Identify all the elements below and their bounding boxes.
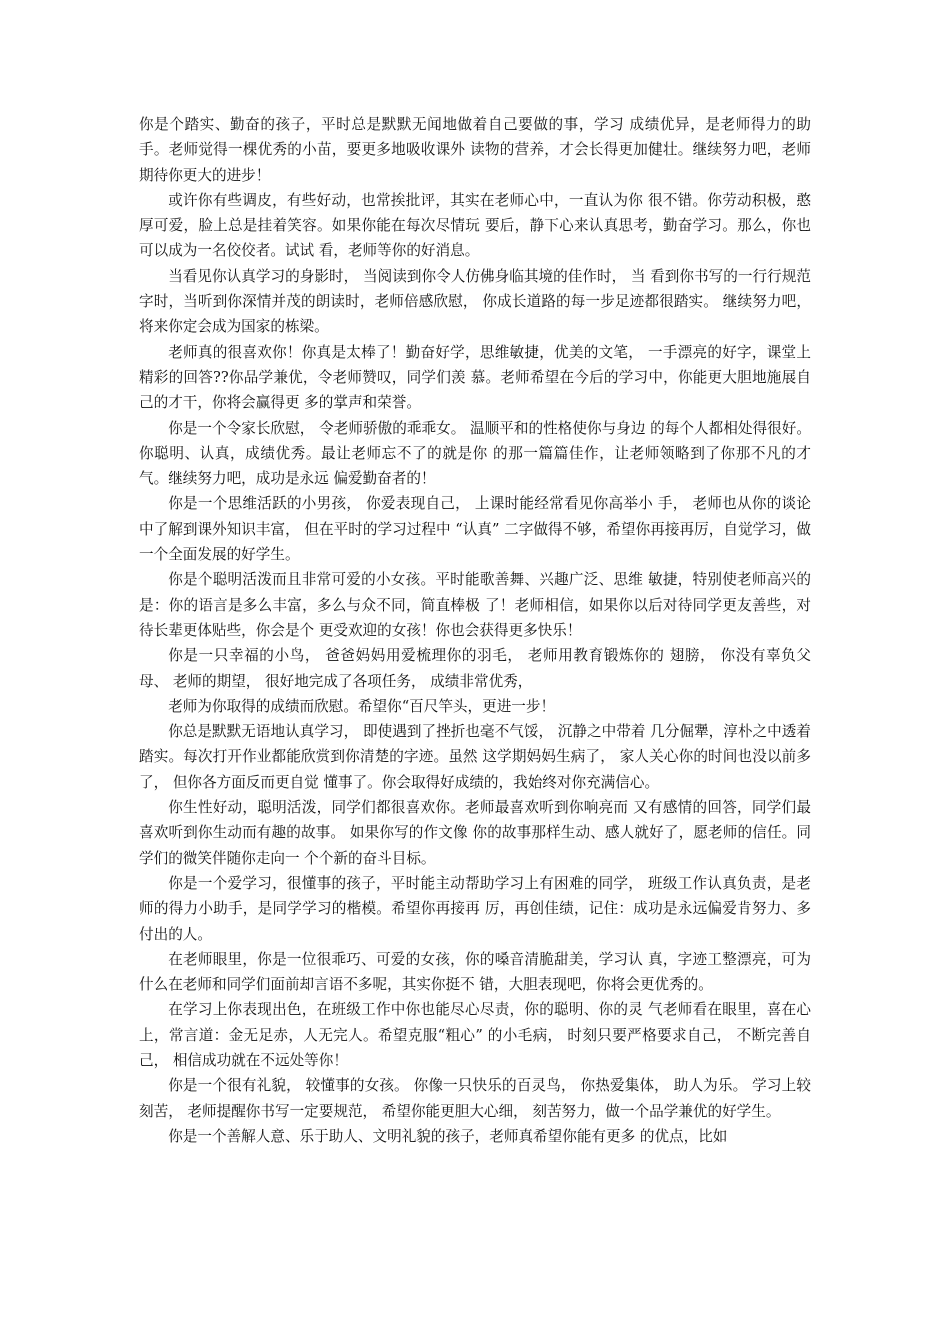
paragraph: 你是一个令家长欣慰， 令老师骄傲的乖乖女。 温顺平和的性格使你与身边 的每个人都相处得很好。你聪明、认真，成绩优秀。最让老师忘不了的就是你 的那一篇篇佳作，让老师领略到了你那不凡的才气。继续努力吧，成功是永远 偏爱勤奋者的！: [139, 419, 811, 488]
paragraph: 当看见你认真学习的身影时， 当阅读到你令人仿佛身临其境的佳作时， 当 看到你书写的一行行规范字时，当听到你深情并茂的朗读时，老师倍感欣慰， 你成长道路的每一步足迹都很踏实。 继续努力吧， 将来你定会成为国家的栋梁。: [139, 267, 811, 336]
paragraph: 在学习上你表现出色，在班级工作中你也能尽心尽责，你的聪明、你的灵 气老师看在眼里，喜在心上，常言道：金无足赤，人无完人。希望克服“粗心” 的小毛病， 时刻只要严格要求自己， 不断完善自己， 相信成功就在不远处等你！: [139, 1001, 811, 1069]
paragraph: 你总是默默无语地认真学习， 即使遇到了挫折也毫不气馁， 沉静之中带着 几分倔犟，淳朴之中透着踏实。每次打开作业都能欣赏到你清楚的字迹。虽然 这学期妈妈生病了， 家人关心你的时间也没以前多了， 但你各方面反而更自觉 懂事了。你会取得好成绩的，我始终对你充满信心。: [139, 723, 811, 791]
paragraph: 你是一个善解人意、乐于助人、文明礼貌的孩子，老师真希望你能有更多 的优点，比如: [168, 1127, 728, 1145]
paragraph: 在老师眼里，你是一位很乖巧、可爱的女孩，你的嗓音清脆甜美，学习认 真，字迹工整漂亮，可为什么在老师和同学们面前却言语不多呢，其实你挺不 错，大胆表现吧，你将会更优秀的。: [139, 950, 811, 994]
document-body: [139, 112, 811, 1149]
paragraph: 老师真的很喜欢你！你真是太棒了！勤奋好学，思维敏捷，优美的文笔， 一手漂亮的好字，课堂上精彩的回答??你品学兼优，令老师赞叹，同学们羡 慕。老师希望在今后的学习中，你能更大胆地施展自己的才干，你将会赢得更 多的掌声和荣誉。: [139, 343, 811, 412]
paragraph: 你是一个思维活跃的小男孩， 你爱表现自己， 上课时能经常看见你高举小 手， 老师也从你的谈论中了解到课外知识丰富， 但在平时的学习过程中 “认真” 二字做得不够，希望你再接再厉，自觉学习，做一个全面发展的好学生。: [139, 495, 811, 564]
paragraph: 你是一只幸福的小鸟， 爸爸妈妈用爱梳理你的羽毛， 老师用教育锻炼你的 翅膀， 你没有辜负父母、 老师的期望， 很好地完成了各项任务， 成绩非常优秀，: [139, 647, 811, 690]
paragraph: 或许你有些调皮，有些好动，也常挨批评，其实在老师心中，一直认为你 很不错。你劳动积极，憨厚可爱，脸上总是挂着笑容。如果你能在每次尽情玩 要后，静下心来认真思考，勤奋学习。那么，你也可以成为一名佼佼者。试试 看，老师等你的好消息。: [139, 191, 811, 260]
paragraph: 老师为你取得的成绩而欣慰。希望你“百尺竿头，更进一步！: [168, 697, 556, 715]
paragraph: 你是一个爱学习，很懂事的孩子，平时能主动帮助学习上有困难的同学， 班级工作认真负责，是老师的得力小助手，是同学学习的楷模。希望你再接再 厉，再创佳绩，记住：成功是永远偏爱肯努力、多付出的人。: [139, 874, 811, 943]
paragraph: 你是一个很有礼貌， 较懂事的女孩。 你像一只快乐的百灵鸟， 你热爱集体， 助人为乐。 学习上较刻苦， 老师提醒你书写一定要规范， 希望你能更胆大心细， 刻苦努力，做一个品学兼优的好学生。: [139, 1077, 811, 1120]
paragraph: 你是个聪明活泼而且非常可爱的小女孩。平时能歌善舞、兴趣广泛、思维 敏捷，特别使老师高兴的是：你的语言是多么丰富，多么与众不同，简直棒极 了！老师相信，如果你以后对待同学更友善些，对待长辈更体贴些，你会是个 更受欢迎的女孩！你也会获得更多快乐！: [139, 571, 811, 639]
paragraph: 你生性好动，聪明活泼，同学们都很喜欢你。老师最喜欢听到你响亮而 又有感情的回答，同学们最喜欢听到你生动而有趣的故事。 如果你写的作文像 你的故事那样生动、感人就好了，愿老师的信任。同学们的微笑伴随你走向一 个个新的奋斗目标。: [139, 799, 811, 867]
paragraph: 你是个踏实、勤奋的孩子，平时总是默默无闻地做着自己要做的事，学习 成绩优异，是老师得力的助手。老师觉得一棵优秀的小苗，要更多地吸收课外 读物的营养，才会长得更加健壮。继续努力吧，老师期待你更大的进步！: [139, 116, 811, 184]
